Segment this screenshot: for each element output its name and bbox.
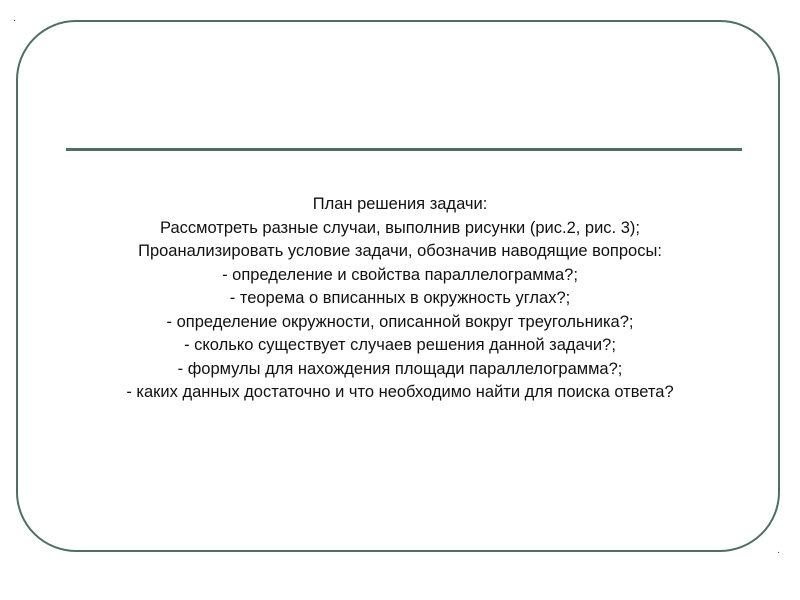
plan-step-1: Рассмотреть разные случаи, выполнив рисунки (рис.2, рис. 3); bbox=[160, 218, 640, 237]
question-item: - сколько существует случаев решения данной задачи?; bbox=[184, 336, 616, 354]
question-item: - определение окружности, описанной вокруг треугольника?; bbox=[166, 312, 634, 331]
question-item: - формулы для нахождения площади параллелограмма?; bbox=[177, 359, 623, 378]
question-item: - определение и свойства параллелограмма?; bbox=[222, 265, 578, 284]
corner-mark-top-left: · bbox=[13, 15, 17, 26]
question-item: - каких данных достаточно и что необходимо найти для поиска ответа? bbox=[126, 383, 674, 401]
plan-step-2: Проанализировать условие задачи, обозначив наводящие вопросы: bbox=[138, 242, 662, 260]
corner-mark-bottom-right: · bbox=[777, 547, 781, 558]
plan-text bbox=[40, 193, 760, 405]
question-item: - теорема о вписанных в окружность углах?; bbox=[229, 289, 571, 307]
plan-heading: План решения задачи: bbox=[312, 195, 488, 213]
title-divider bbox=[66, 148, 742, 151]
